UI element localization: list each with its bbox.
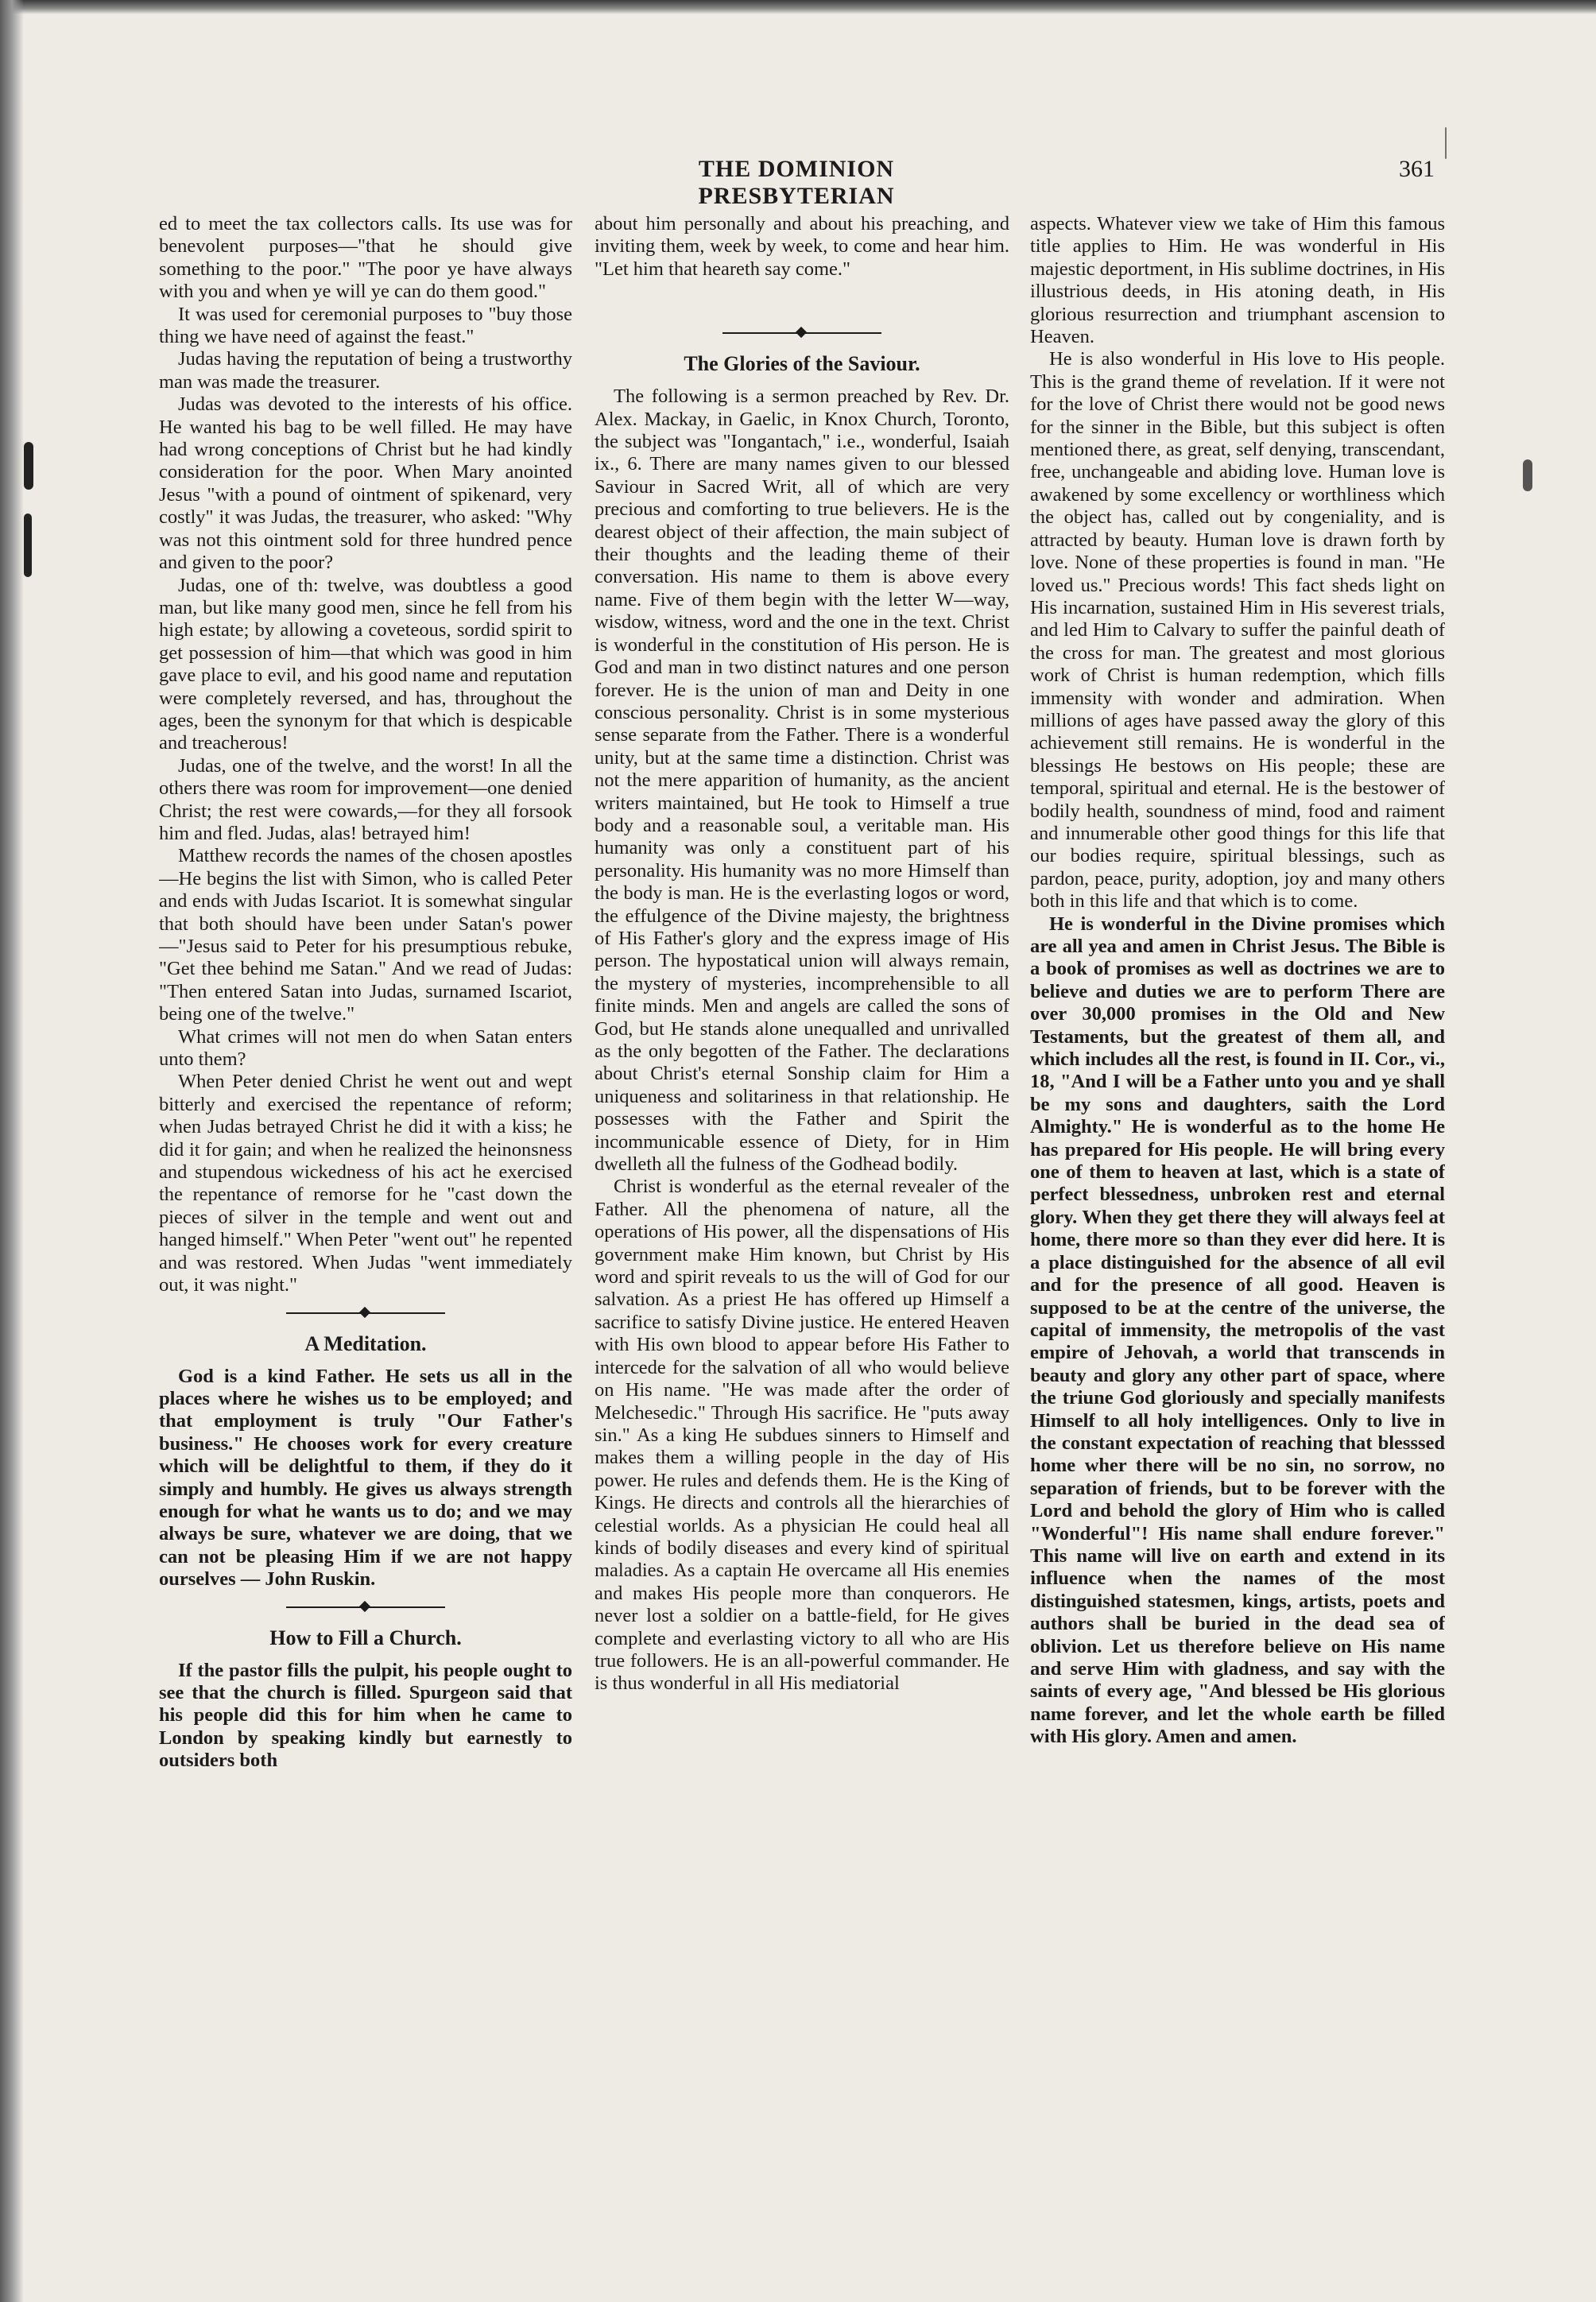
paragraph: ed to meet the tax collectors calls. Its use was for benevolent purposes—"that he should give something to the poor." "The poor ye have always with you and when ye will ye can do them good." [159, 213, 572, 303]
paragraph: Matthew records the names of the chosen apostles—He begins the list with Simon, who is called Peter and ends with Judas Iscariot. It is somewhat singular that both should have been under Satan's power—"Jesus said to Peter for his presumptious rebuke, "Get thee behind me Satan." And we read of Judas: "Then entered Satan into Judas, surnamed Iscariot, being one of the twelve." [159, 845, 572, 1025]
paragraph: Judas was devoted to the interests of his office. He wanted his bag to be well filled. He may have had wrong conceptions of Christ but he had kindly consideration for the poor. When Mary anointed Jesus "with a pound of ointment of spikenard, very costly" it was Judas, the treasurer, who asked: "Why was not this ointment sold for three hundred pence and given to the poor? [159, 393, 572, 574]
paragraph: He is also wonderful in His love to His people. This is the grand theme of revelation. If it were not for the love of Christ there would not be good news for the sinner in the Bible, but this subject is often mentioned there, as great, self denying, transcendant, free, unchangeable and abiding love. Human love is awakened by some excellency or worthliness which the object has, called out by congeniality, and is attracted by beauty. Human love is drawn forth by love. None of these properties is found in man. "He loved us." Precious words! This fact sheds light on His incarnation, sustained Him in His severest trials, and led Him to Calvary to suffer the painful death of the cross for man. The greatest and most glorious work of Christ is human redemption, which fills immensity with wonder and admiration. When millions of ages have passed away the glory of this achievement still remains. He is wonderful in the blessings He bestows on His people; these are temporal, spiritual and eternal. He is the bestower of bodily health, soundness of mind, food and raiment and innumerable other good things for this life that our bodies require, spiritual blessings, such as pardon, peace, purity, adoption, joy and many others both in this life and that which is to come. [1030, 348, 1445, 913]
church-title: How to Fill a Church. [269, 1626, 462, 1649]
column-2 [595, 213, 1009, 2153]
section-divider [286, 1305, 445, 1321]
article-title: The Glories of the Saviour. [684, 352, 920, 376]
page-number: 361 [1399, 156, 1435, 182]
paragraph: about him personally and about his preaching, and inviting them, week by week, to come and hear him. "Let him that heareth say come." [595, 213, 1009, 280]
section-divider [722, 325, 881, 341]
paragraph: The following is a sermon preached by Rev. Dr. Alex. Mackay, in Gaelic, in Knox Church, Toronto, the subject was "Iongantach," i.e., wonderful, Isaiah ix., 6. There are many names given to our blessed Saviour in Sacred Writ, all of which are very precious and comforting to true believers. He is the dearest object of their affection, the main subject of their thoughts and the leading theme of their conversation. His name to them is above every name. Five of them begin with the letter W—way, wisdow, witness, word and the one in the text. Christ is wonderful in the constitution of His person. He is God and man in two distinct natures and one person forever. He is the union of man and Deity in one conscious personality. Christ is in some mysterious sense separate from the Father. There is a wonderful unity, but at the same time a distinction. Christ was not the mere apparition of humanity, as the ancient writers maintained, but He took to Himself a true body and a reasonable soul, a veritable man. His humanity was only a constituent part of his personality. His humanity was no more Himself than the body is man. He is the everlasting logos or word, the effulgence of the Divine majesty, the brightness of His Father's glory and the express image of His person. The hypostatical union will always remain, the mystery of mysteries, incomprehensible to all finite minds. Men and angels are called the sons of God, but He stands alone unequalled and unrivalled as the only begotten of the Father. The declarations about Christ's eternal Sonship claim for Him a uniqueness and solitariness in that relationship. He possesses with the Father and Spirit the incommunicable essence of Diety, for in Him dwelleth all the fulness of the Godhead bodily. [595, 386, 1009, 1176]
meditation-section [159, 1332, 572, 1591]
column-3 [1030, 213, 1445, 2153]
church-text: If the pastor fills the pulpit, his people ought to see that the church is filled. Spurgeon said that his people did this for him when he came to London by speaking kindly but earnestly to outsiders both [159, 1659, 572, 1772]
paragraph: He is wonderful in the Divine promises which are all yea and amen in Christ Jesus. The Bible is a book of promises as well as doctrines we are to believe and duties we are to perform There are over 30,000 promises in the Old and New Testaments, but the greatest of them all, and which includes all the rest, is found in II. Cor., vi., 18, "And I will be a Father unto you and ye shall be my sons and daughters, saith the Lord Almighty." He is wonderful as to the home He has prepared for His people. He will bring every one of them to heaven at last, which is a state of perfect blessedness, unbroken rest and eternal glory. When they get there they will always feel at home, there more so than they ever did here. It is a place distinguished for the absence of all evil and for the presence of all good. Heaven is supposed to be at the centre of the universe, the capital of immensity, the metropolis of the vast empire of Jehovah, a world that transcends in beauty and glory any other part of space, where the triune God gloriously and specially manifests Himself to all holy intelligences. Only to live in the constant expectation of reaching that blesssed home wher there will be no sin, no sorrow, no separation of friends, but to be forever with the Lord and behold the glory of Him who is called "Wonderful"! His name shall endure forever." This name will live on earth and extend in its influence when the names of the most distinguished statesmen, kings, artists, poets and authors shall be buried in the dead sea of oblivion. Let us therefore believe on His name and serve Him with gladness, and say with the saints of every age, "And blessed be His glorious name forever, and let the whole earth be filled with His glory. Amen and amen. [1030, 913, 1445, 1748]
church-section [159, 1626, 572, 1773]
scan-edge-left [0, 0, 24, 2302]
scan-edge-top [0, 0, 1596, 14]
margin-mark [1445, 127, 1447, 159]
margin-mark [24, 442, 33, 490]
paragraph: Christ is wonderful as the eternal revealer of the Father. All the phenomena of nature, all the operations of His power, all the dispensations of His government make Him known, but Christ by His word and spirit reveals to us the will of God for our salvation. As a priest He has offered up Himself a sacrifice to satisfy Divine justice. He entered Heaven with His own blood to appear before His Father to intercede for the salvation of all who would believe on His name. "He was made after the order of Melchesedic." Through His sacrifice. He "puts away sin." As a king He subdues sinners to Himself and makes them a willing people in the day of His power. He rules and defends them. He is the King of Kings. He directs and controls all the hierarchies of celestial worlds. As a physician He could heal all kinds of bodily diseases and every kind of spiritual maladies. As a captain He overcame all His enemies and makes His people more than conquerors. He never lost a soldier on a battle-field, for He gives complete and everlasting victory to all who are His true followers. He is an all-powerful commander. He is thus wonderful in all His mediatorial [595, 1176, 1009, 1695]
paragraph: It was used for ceremonial purposes to "buy those thing we have need of against the feast." [159, 303, 572, 348]
paragraph: When Peter denied Christ he went out and wept bitterly and exercised the repentance of reform; when Judas betrayed Christ he did it with a kiss; he did it for gain; and when he realized the heinonsness and stupendous wickedness of his act he exercised the repentance of remorse for he "cast down the pieces of silver in the temple and went out and hanged himself." When Peter "went out" he repented and was restored. When Judas "went immediately out, it was night." [159, 1071, 572, 1296]
meditation-title: A Meditation. [304, 1331, 427, 1355]
running-head: THE DOMINION PRESBYTERIAN [698, 156, 895, 209]
paragraph: Judas having the reputation of being a trustworthy man was made the treasurer. [159, 348, 572, 393]
column-1 [159, 213, 572, 2153]
paragraph: What crimes will not men do when Satan enters unto them? [159, 1025, 572, 1071]
meditation-text: God is a kind Father. He sets us all in the places where he wishes us to be employed; and that employment is truly "Our Father's business." He chooses work for every creature which will be delightful to them, if they do it simply and humbly. He gives us always strength enough for what he wants us to do; and we may always be sure, whatever we are doing, that we can not be pleasing Him if we are not happy ourselves — John Ruskin. [159, 1365, 572, 1591]
margin-mark [24, 513, 32, 577]
paragraph: Judas, one of th: twelve, was doubtless a good man, but like many good men, since he fell from his high estate; by allowing a coveteous, sordid spirit to get possession of him—that which was good in him gave place to evil, and his good name and reputation were completely reversed, and has, throughout the ages, been the synonym for that which is despicable and treacherous! [159, 574, 572, 754]
margin-mark [1523, 459, 1532, 491]
section-divider [286, 1599, 445, 1615]
paragraph: Judas, one of the twelve, and the worst! In all the others there was room for improvement—one denied Christ; the rest were cowards,—for they all forsook him and fled. Judas, alas! betrayed him! [159, 754, 572, 844]
paragraph: aspects. Whatever view we take of Him this famous title applies to Him. He was wonderful in His majestic deportment, in His sublime doctrines, in His illustrious deeds, in His atoning death, in His glorious resurrection and triumphant ascension to Heaven. [1030, 213, 1445, 348]
